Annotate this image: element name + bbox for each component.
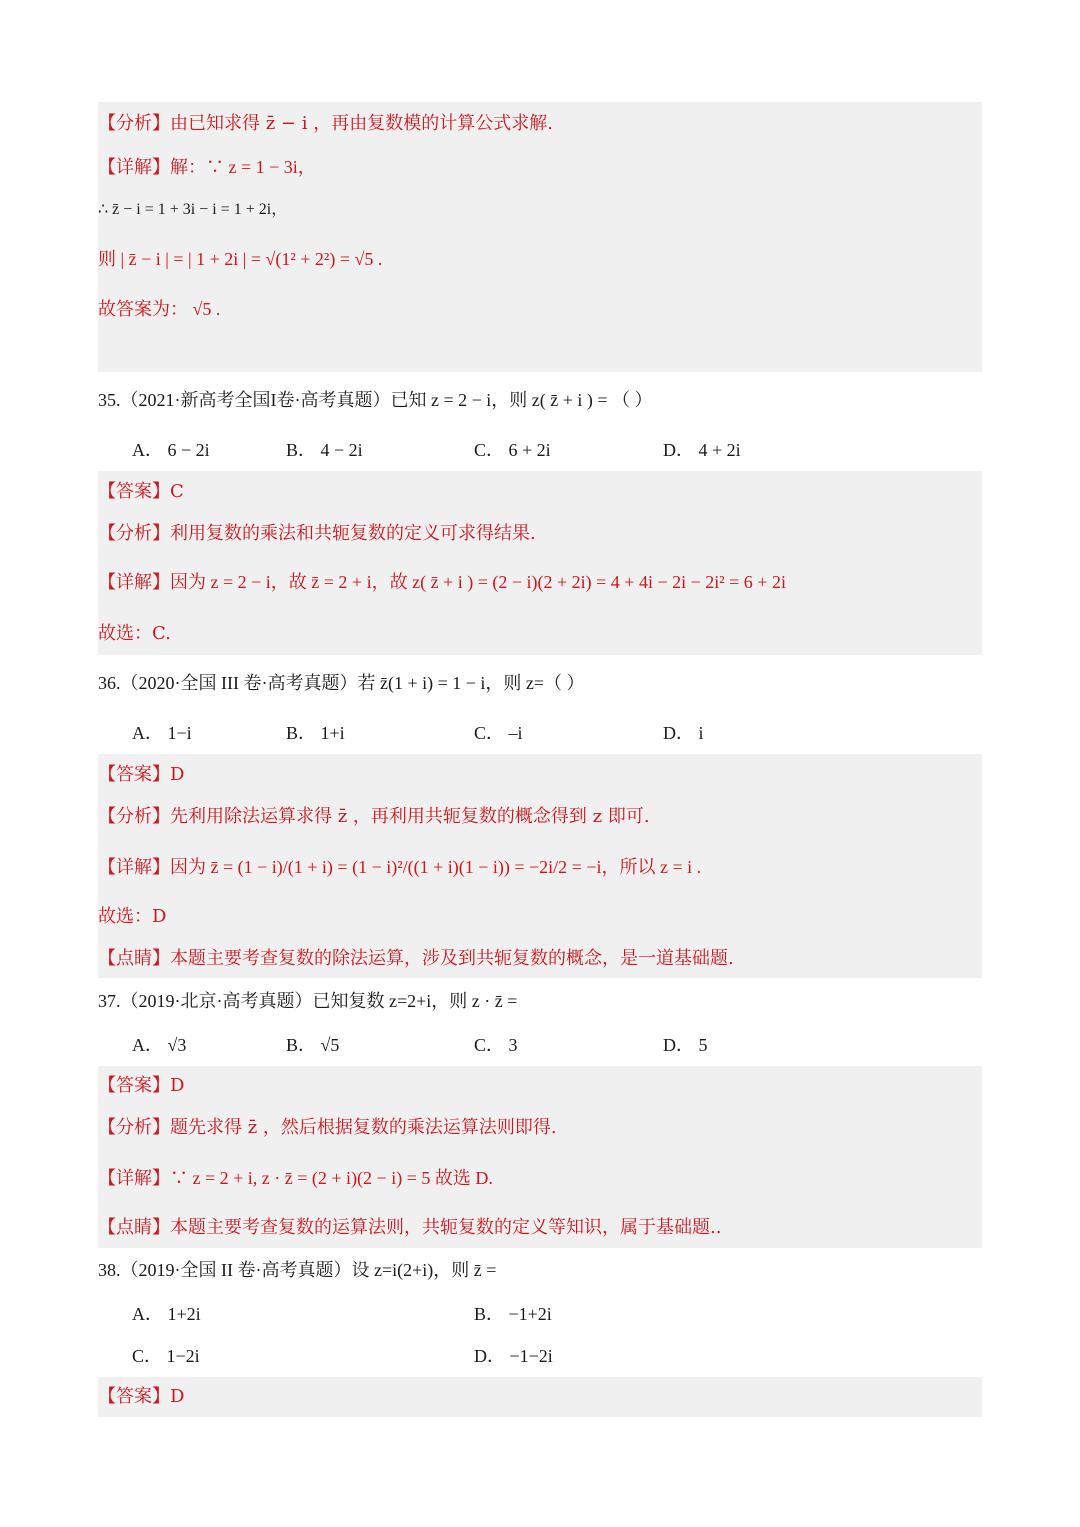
q35-solution-box — [98, 471, 982, 655]
q35-analysis: 【分析】利用复数的乘法和共轭复数的定义可求得结果. — [98, 523, 536, 544]
q37-answer: 【答案】D — [98, 1075, 185, 1096]
q37-option-c: C． 3 — [474, 1035, 518, 1055]
q35-option-c: C． 6 + 2i — [474, 440, 551, 460]
q35-option-d: D． 4 + 2i — [663, 440, 741, 460]
q37-option-a: A． √3 — [132, 1035, 187, 1055]
q38-solution-box — [98, 1377, 982, 1417]
q35-option-b: B． 4 − 2i — [286, 440, 363, 460]
q36-analysis: 【分析】先利用除法运算求得 z̄ ，再利用共轭复数的概念得到 z 即可. — [98, 806, 650, 827]
q36-option-c: C． –i — [474, 723, 523, 743]
q35-choose: 故选：C. — [98, 623, 171, 644]
q37-stem: 37.（2019·北京·高考真题）已知复数 z=2+i，则 z · z̄ = — [98, 991, 518, 1011]
q37-option-d: D． 5 — [663, 1035, 708, 1055]
q34-step1: ∴ z̄ − i = 1 + 3i − i = 1 + 2i， — [98, 201, 288, 218]
q38-option-d: D． −1−2i — [474, 1346, 553, 1366]
q38-option-c: C． 1−2i — [132, 1346, 200, 1366]
q36-answer: 【答案】D — [98, 764, 185, 785]
q37-option-b: B． √5 — [286, 1035, 340, 1055]
q37-comment: 【点睛】本题主要考查复数的运算法则，共轭复数的定义等知识，属于基础题.. — [98, 1217, 722, 1238]
q37-analysis: 【分析】题先求得 z̄ ，然后根据复数的乘法运算法则即得. — [98, 1117, 557, 1138]
q36-option-a: A． 1−i — [132, 723, 192, 743]
q36-option-b: B． 1+i — [286, 723, 345, 743]
q34-final: 故答案为： √5 . — [98, 299, 221, 319]
q38-answer: 【答案】D — [98, 1386, 185, 1407]
q34-detail: 【详解】解：∵ z = 1 − 3i， — [98, 157, 316, 178]
q37-detail: 【详解】∵ z = 2 + i, z · z̄ = (2 + i)(2 − i) = 5 故选 D. — [98, 1168, 493, 1188]
q35-detail: 【详解】因为 z = 2 − i，故 z̄ = 2 + i，故 z( z̄ + i ) = (2 − i)(2 + 2i) = 4 + 4i − 2i − 2i² = 6 + 2i — [98, 572, 786, 592]
q36-stem: 36.（2020·全国 III 卷·高考真题）若 z̄(1 + i) = 1 − i，则 z=（ ） — [98, 673, 585, 693]
q38-option-b: B． −1+2i — [474, 1304, 552, 1324]
q35-answer: 【答案】C — [98, 481, 184, 502]
q36-detail: 【详解】因为 z̄ = (1 − i)/(1 + i) = (1 − i)²/((1 + i)(1 − i)) = −2i/2 = −i，所以 z = i . — [98, 857, 702, 877]
q36-choose: 故选：D — [98, 906, 167, 927]
q36-option-d: D． i — [663, 723, 704, 743]
q36-comment: 【点睛】本题主要考查复数的除法运算，涉及到共轭复数的概念，是一道基础题. — [98, 948, 734, 969]
q34-step2: 则 | z̄ − i | = | 1 + 2i | = √(1² + 2²) = √5 . — [98, 249, 383, 269]
q35-stem: 35.（2021·新高考全国I卷·高考真题）已知 z = 2 − i，则 z( z̄ + i ) = （ ） — [98, 390, 653, 410]
q38-option-a: A． 1+2i — [132, 1304, 201, 1324]
q38-stem: 38.（2019·全国 II 卷·高考真题）设 z=i(2+i)，则 z̄ = — [98, 1260, 497, 1280]
q34-analysis: 【分析】由已知求得 z̄ − i ，再由复数模的计算公式求解. — [98, 113, 553, 134]
q35-option-a: A． 6 − 2i — [132, 440, 210, 460]
q34-solution-box — [98, 102, 982, 372]
